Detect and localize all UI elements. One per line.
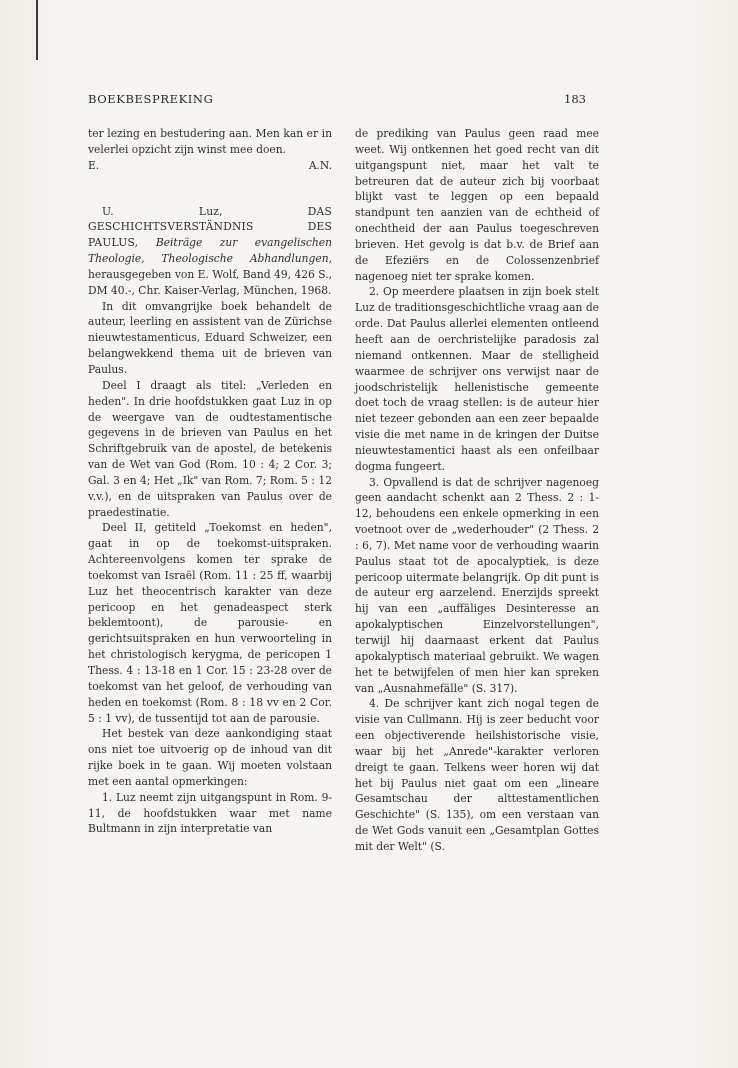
- running-head: BOEKBESPREKING: [88, 92, 214, 106]
- paragraph: 3. Opvallend is dat de schrijver nagenoeg geen aandacht schenkt aan 2 Thess. 2 : 1-12, behoudens een enkele opmerking in een voetnoot over de „wederhouder" (2 Thess. 2 : 6, 7). Met name voor de verhouding waarin Paulus staat tot de apocalyptiek, is deze pericoop uitermate belangrijk. Op dit punt is de auteur erg aarzelend. Enerzijds spreekt hij van een „auffäliges Desinteresse an apokalyptischen Einzelvorstellungen", terwijl hij daarnaast erkent dat Paulus apokalyptisch materiaal gebruikt. We wagen het te betwijfelen of men hier kan spreken van „Ausnahmefälle" (S. 317).: [355, 475, 599, 695]
- book-citation: [88, 204, 332, 299]
- paragraph: Het bestek van deze aankondiging staat ons niet toe uitvoerig op de inhoud van dit rijke boek in te gaan. Wij moeten volstaan met een aantal opmerkingen:: [88, 727, 332, 788]
- binding-edge-line: [36, 0, 38, 60]
- book-series: Beiträge zur evangelischen Theologie, Theologische Abhandlungen,: [88, 236, 332, 266]
- book-title: DAS GESCHICHTSVERSTÄNDNIS DES PAULUS,: [88, 204, 332, 250]
- book-details: herausgegeben von E. Wolf, Band 49, 426 S., DM 40.-, Chr. Kaiser-Verlag, München, 1968.: [88, 267, 332, 297]
- paragraph: Deel II, getiteld „Toekomst en heden", gaat in op de toekomst-uitspraken. Achtereenvolgens komen ter sprake de toekomst van Israël (Rom. 11 : 25 ff, waarbij Luz het theocentrisch karakter van deze pericoop en het genadeaspect sterk beklemtoont), de parousie- en gerichtsuitspraken en hun verwoorteling in het christologisch kerygma, de pericopen 1 Thess. 4 : 13-18 en 1 Cor. 15 : 23-28 over de toekomst van het geloof, de verhouding van heden en toekomst (Rom. 8 : 18 vv en 2 Cor. 5 : 1 vv), de tussentijd tot aan de parousie.: [88, 521, 332, 725]
- signature-initials-right: A.N.: [308, 158, 332, 172]
- page-number: 183: [564, 92, 586, 106]
- section-gap: [88, 174, 332, 204]
- signature-initial-left: E.: [88, 158, 100, 172]
- paragraph: Deel I draagt als titel: „Verleden en heden". In drie hoofdstukken gaat Luz in op de weergave van de oudtestamentische gegevens in de brieven van Paulus en het Schriftgebruik van de apostel, de betekenis van de Wet van God (Rom. 10 : 4; 2 Cor. 3; Gal. 3 en 4; Het „Ik" van Rom. 7; Rom. 5 : 12 v.v.), en de uitspraken van Paulus over de praedestinatie.: [88, 378, 332, 519]
- paragraph: In dit omvangrijke boek behandelt de auteur, leerling en assistent van de Zürichse nieuwtestamenticus, Eduard Schweizer, een belangwekkend thema uit de brieven van Paulus.: [88, 299, 332, 376]
- review-ending-text: ter lezing en bestudering aan. Men kan er in velerlei opzicht zijn winst mee doen.: [88, 127, 332, 156]
- paragraph: 4. De schrijver kant zich nogal tegen de visie van Cullmann. Hij is zeer beducht voor een objectiverende heilshistorische visie, waar bij het „Anrede"-karakter verloren dreigt te gaan. Telkens weer horen wij dat het bij Paulus niet gaat om een „lineare Gesamtschau der alttestamentlichen Geschichte" (S. 135), om een verstaan van de Wet Gods vanuit een „Gesamtplan Gottes mit der Welt" (S.: [355, 697, 599, 853]
- left-column: [88, 126, 332, 837]
- paragraph: de prediking van Paulus geen raad mee weet. Wij ontkennen het goed recht van dit uitgangspunt niet, maar het valt te betreuren dat de auteur zich bij voorbaat blijkt vast te leggen op een bepaald standpunt ten aanzien van de echtheid of onechtheid der aan Paulus toegeschreven brieven. Het gevolg is dat b.v. de Brief aan de Efeziërs en de Colossenzenbrief nagenoeg niet ter sprake komen.: [355, 127, 599, 283]
- paragraph: 1. Luz neemt zijn uitgangspunt in Rom. 9-11, de hoofdstukken waar met name Bultmann in zijn interpretatie van: [88, 790, 332, 836]
- reviewer-signature: [88, 158, 332, 174]
- right-column: [355, 126, 599, 855]
- book-author: U. Luz,: [102, 204, 308, 218]
- paragraph: 2. Op meerdere plaatsen in zijn boek stelt Luz de traditionsgeschichtliche vraag aan de orde. Dat Paulus allerlei elementen ontleend heeft aan de oerchristelijke paradosis zal niemand ontkennen. Maar de stelligheid waarmee de schrijver ons verwijst naar de joodschristelijk hellenistische gemeente doet toch de vraag stellen: is de auteur hier niet tezeer gebonden aan een zeer bepaalde visie die met name in de kringen der Duitse nieuwtestamentici haast als een onfeilbaar dogma fungeert.: [355, 285, 599, 473]
